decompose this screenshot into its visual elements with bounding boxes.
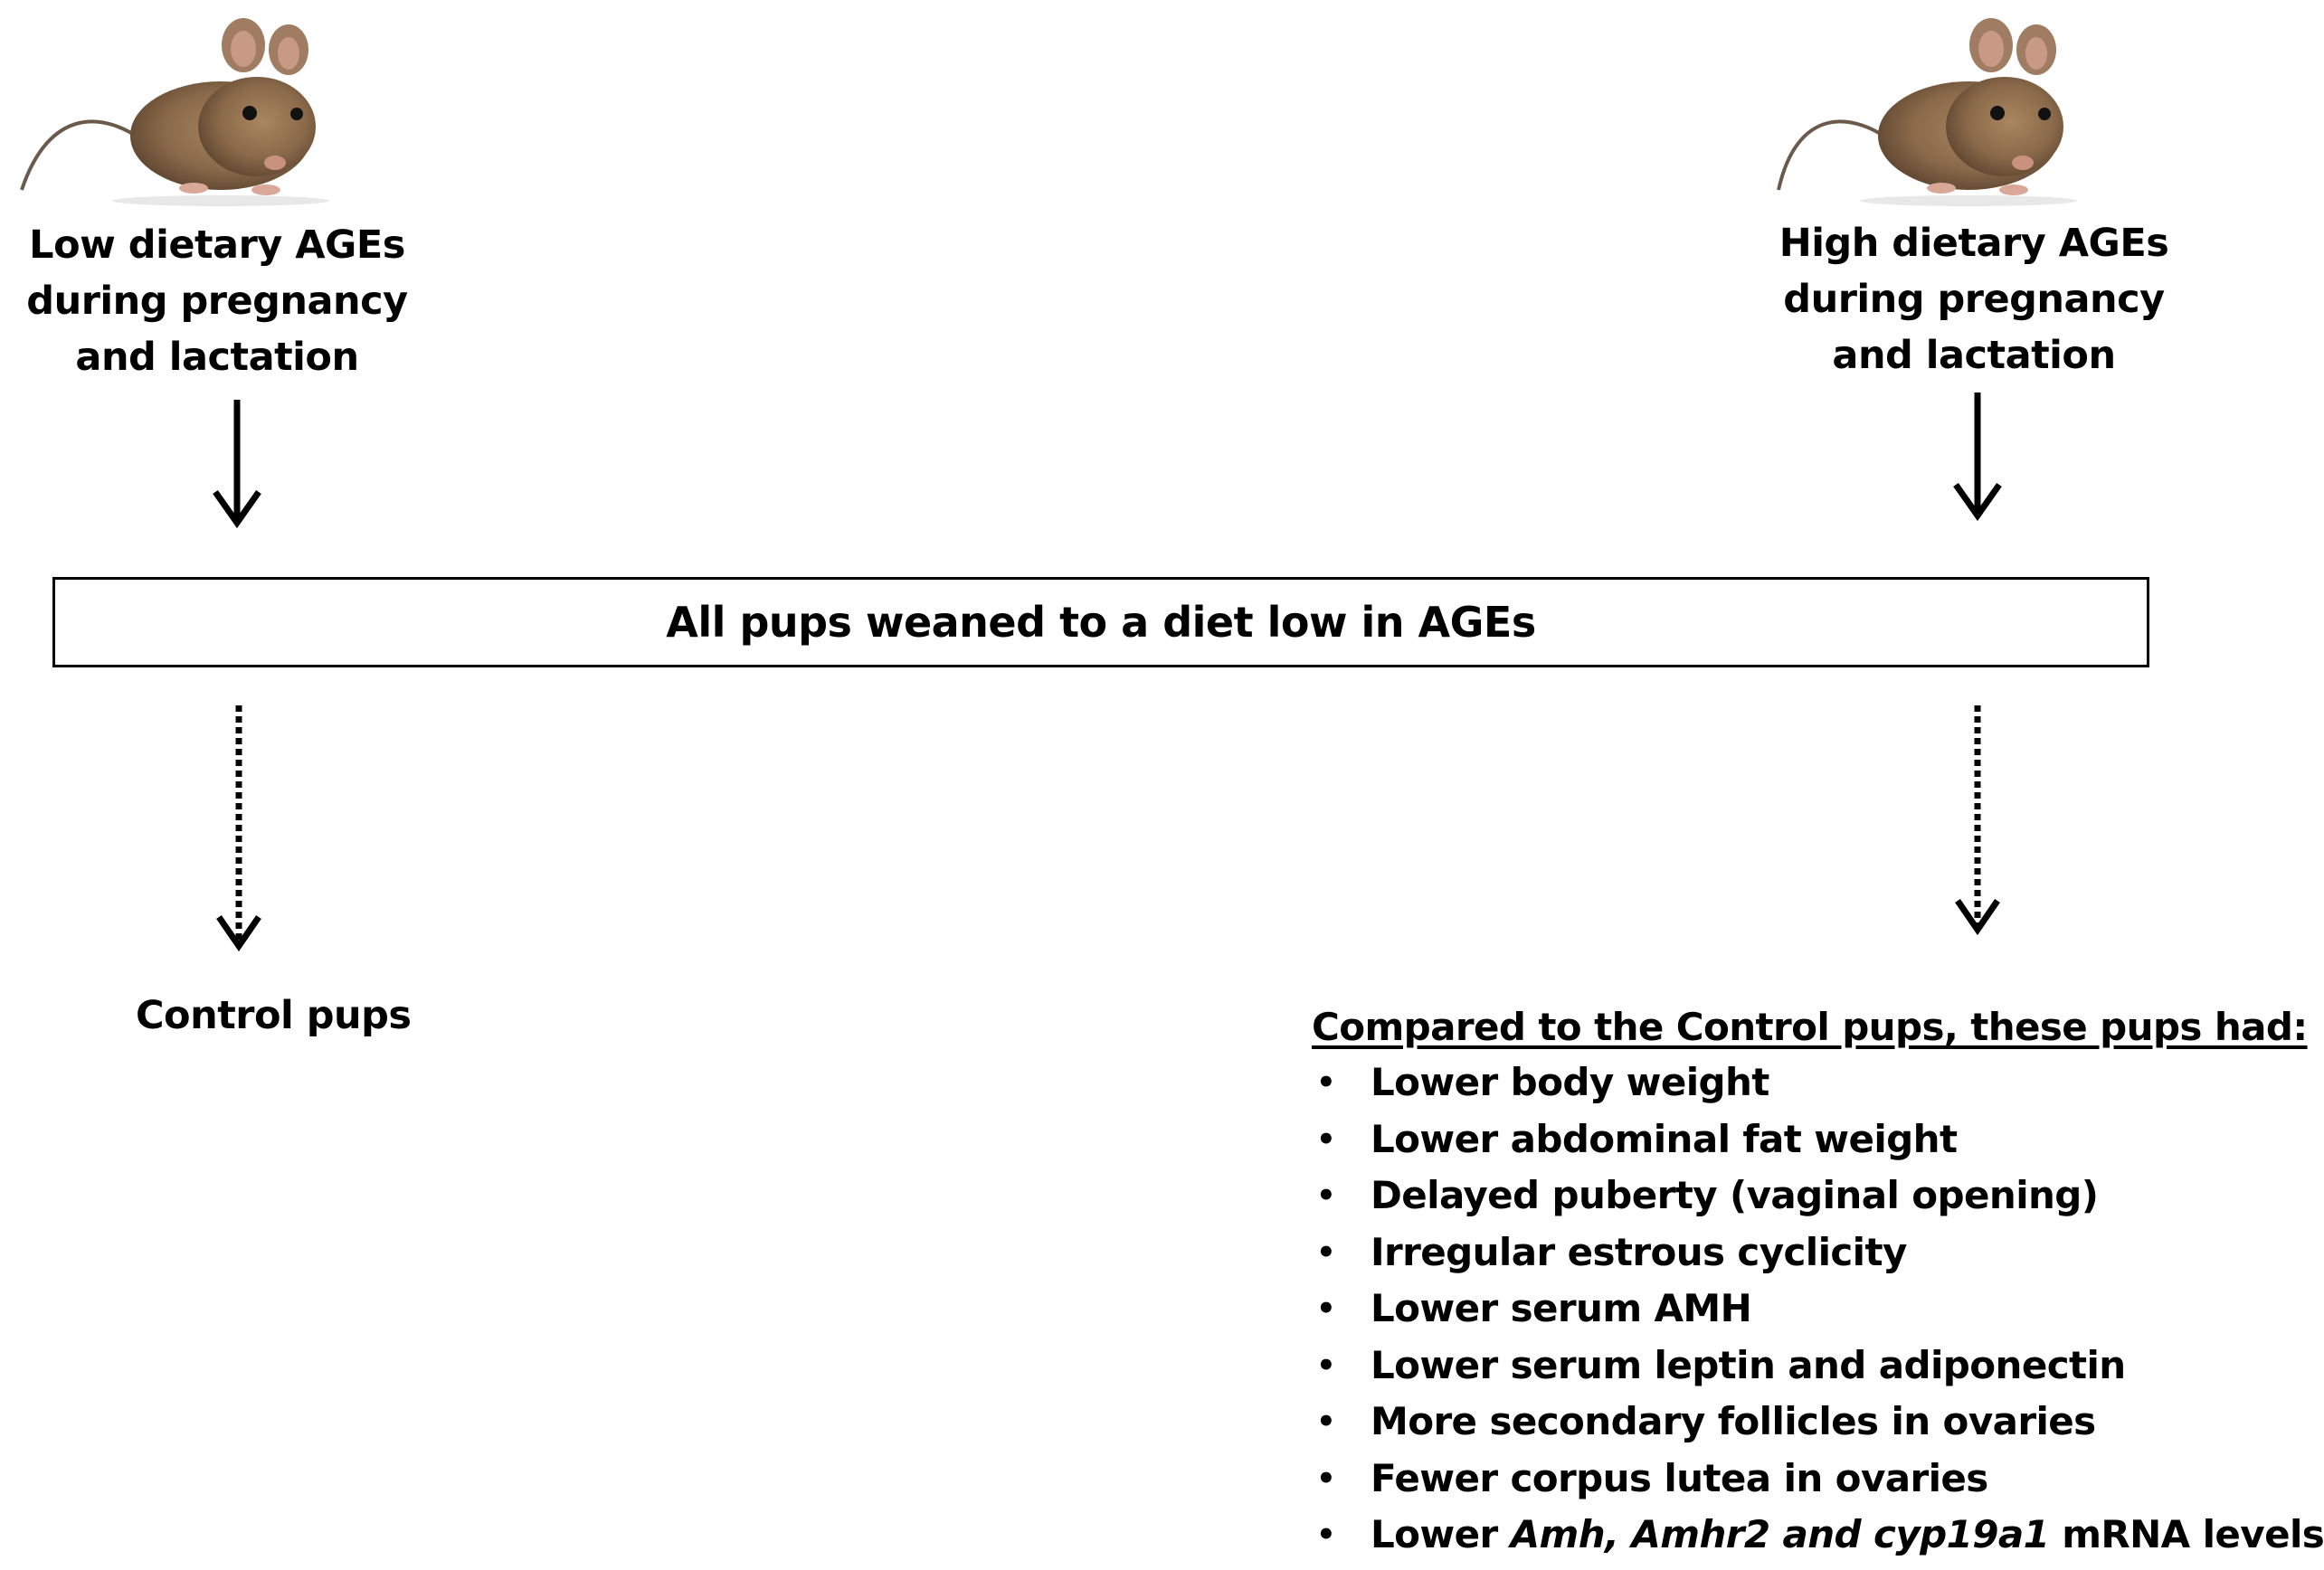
high-diet-label bbox=[1775, 215, 2173, 383]
finding-text: Fewer corpus lutea in ovaries bbox=[1371, 1455, 1988, 1500]
list-item bbox=[1312, 1338, 2275, 1395]
list-item bbox=[1312, 1507, 2324, 1564]
bullet-icon: • bbox=[1316, 1347, 1336, 1384]
bullet-icon: • bbox=[1316, 1291, 1336, 1327]
list-item bbox=[1312, 1111, 2275, 1168]
list-item bbox=[1312, 1451, 2275, 1508]
findings-heading: Compared to the Control pups, these pups had: bbox=[1312, 1005, 2308, 1049]
finding-text: Lower serum leptin and adiponectin bbox=[1371, 1342, 2126, 1387]
findings-block bbox=[1312, 1000, 2324, 1564]
dotted-arrow-down-icon bbox=[213, 704, 264, 955]
list-item bbox=[1312, 1281, 2275, 1338]
list-item bbox=[1312, 1225, 2275, 1282]
bullet-icon: • bbox=[1316, 1404, 1336, 1440]
bullet-icon: • bbox=[1316, 1121, 1336, 1158]
bullet-icon: • bbox=[1316, 1517, 1336, 1553]
arrow-down-icon bbox=[1950, 391, 2005, 523]
control-pups-label: Control pups bbox=[136, 993, 412, 1038]
weaning-label: All pups weaned to a diet low in AGEs bbox=[666, 598, 1536, 647]
high-diet-label-line-3: and lactation bbox=[1832, 333, 2116, 378]
finding-text: Lower abdominal fat weight bbox=[1371, 1116, 1958, 1161]
high-diet-label-line-2: during pregnancy bbox=[1783, 277, 2165, 322]
mouse-icon-low bbox=[13, 9, 338, 208]
low-diet-label-line-2: during pregnancy bbox=[26, 279, 408, 324]
bullet-icon: • bbox=[1316, 1178, 1336, 1214]
high-diet-label-line-1: High dietary AGEs bbox=[1779, 221, 2169, 266]
low-diet-label-line-3: and lactation bbox=[75, 335, 359, 380]
mouse-icon-high bbox=[1760, 9, 2086, 208]
mouse-icon bbox=[13, 9, 338, 208]
finding-text: Lower serum AMH bbox=[1371, 1286, 1752, 1330]
findings-list bbox=[1312, 1055, 2324, 1564]
dotted-arrow-down-icon bbox=[1952, 704, 2003, 939]
finding-text: Lower body weight bbox=[1371, 1060, 1769, 1104]
list-item bbox=[1312, 1055, 2275, 1111]
finding-text-suffix: mRNA levels bbox=[2049, 1512, 2324, 1556]
bullet-icon: • bbox=[1316, 1460, 1336, 1497]
bullet-icon: • bbox=[1316, 1064, 1336, 1101]
list-item bbox=[1312, 1168, 2275, 1225]
low-diet-label bbox=[18, 217, 416, 385]
list-item bbox=[1312, 1394, 2275, 1451]
mouse-icon bbox=[1760, 9, 2086, 208]
finding-text-prefix: Lower bbox=[1371, 1512, 1511, 1556]
arrow-down-icon bbox=[210, 398, 264, 530]
finding-text: Delayed puberty (vaginal opening) bbox=[1371, 1173, 2099, 1217]
gene-names: Amh, Amhr2 and cyp19a1 bbox=[1510, 1512, 2050, 1556]
low-diet-label-line-1: Low dietary AGEs bbox=[29, 222, 405, 268]
weaning-box bbox=[52, 577, 2149, 667]
finding-text: More secondary follicles in ovaries bbox=[1371, 1399, 2096, 1443]
finding-text: Irregular estrous cyclicity bbox=[1371, 1229, 1907, 1274]
bullet-icon: • bbox=[1316, 1234, 1336, 1271]
